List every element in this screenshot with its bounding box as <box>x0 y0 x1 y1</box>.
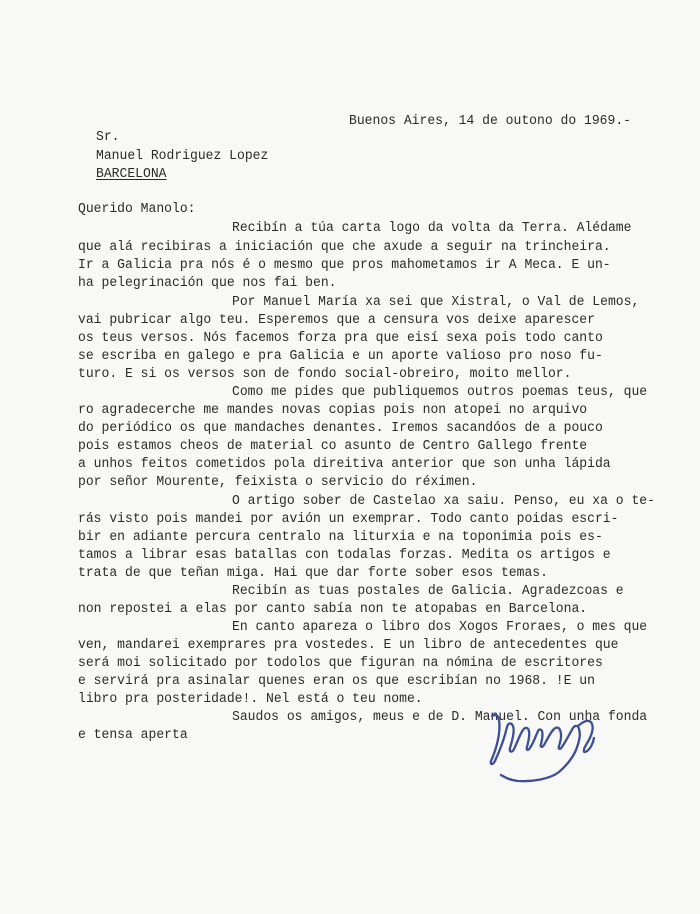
body-line: Saudos os amigos, meus e de D. Manuel. Con unha fonda <box>232 709 648 725</box>
body-line: por señor Mourente, feixista o servicio do réximen. <box>78 474 478 490</box>
body-line: non repostei a elas por canto sabía non te atopabas en Barcelona. <box>78 601 588 617</box>
date-line: Buenos Aires, 14 de outono do 1969.- <box>349 113 631 129</box>
signature-icon <box>482 698 612 788</box>
body-line: os teus versos. Nós facemos forza pra que eisí sexa pois todo canto <box>78 330 603 346</box>
salutation-title: Sr. <box>96 129 120 145</box>
body-line: Recibín a túa carta logo da volta da Terra. Alédame <box>232 220 632 236</box>
recipient-city: BARCELONA <box>96 166 167 182</box>
body-line: do periódico os que mandaches denantes. Iremos sacandóos de a pouco <box>78 420 603 436</box>
body-line: bir en adiante percura centralo na liturxia e na toponimia pois es- <box>78 529 603 545</box>
body-line: libro pra posteridade!. Nel está o teu nome. <box>78 691 423 707</box>
body-line: a unhos feitos cometidos pola direitiva anterior que son unha lápida <box>78 456 611 472</box>
body-line: tamos a librar esas batallas con todalas forzas. Medita os artigos e <box>78 547 611 563</box>
body-line: e tensa aperta <box>78 727 188 743</box>
body-line: será moi solicitado por todolos que figuran na nómina de escritores <box>78 655 603 671</box>
recipient-name: Manuel Rodriguez Lopez <box>96 148 269 164</box>
body-line: turo. E si os versos son de fondo social-obreiro, moito mellor. <box>78 366 572 382</box>
body-line: ro agradecerche me mandes novas copias pois non atopei no arquivo <box>78 402 588 418</box>
body-line: que alá recibiras a iniciación que che axude a seguir na trincheira. <box>78 239 611 255</box>
body-line: Por Manuel María xa sei que Xistral, o Val de Lemos, <box>232 294 640 310</box>
body-line: trata de que teñan miga. Hai que dar forte sober esos temas. <box>78 565 548 581</box>
body-line: ha pelegrinación que nos fai ben. <box>78 275 337 291</box>
greeting-line: Querido Manolo: <box>78 201 196 217</box>
body-line: O artigo sober de Castelao xa saiu. Penso, eu xa o te- <box>232 493 655 509</box>
body-line: Recibín as tuas postales de Galicia. Agradezcoas e <box>232 583 624 599</box>
body-line: ven, mandarei exemprares pra vostedes. E un libro de antecedentes que <box>78 637 619 653</box>
body-line: pois estamos cheos de material co asunto de Centro Gallego frente <box>78 438 588 454</box>
body-line: se escriba en galego e pra Galicia e un aporte valioso pro noso fu- <box>78 348 603 364</box>
body-line: En canto apareza o libro dos Xogos Froraes, o mes que <box>232 619 648 635</box>
body-line: Como me pides que publiquemos outros poemas teus, que <box>232 384 648 400</box>
body-line: Ir a Galicia pra nós é o mesmo que pros mahometamos ir A Meca. E un- <box>78 257 611 273</box>
body-line: vai pubricar algo teu. Esperemos que a censura vos deixe aparescer <box>78 312 595 328</box>
body-line: e servirá pra asinalar quenes eran os que escribían no 1968. !E un <box>78 673 595 689</box>
body-line: rás visto pois mandei por avión un exemprar. Todo canto poidas escri- <box>78 511 619 527</box>
